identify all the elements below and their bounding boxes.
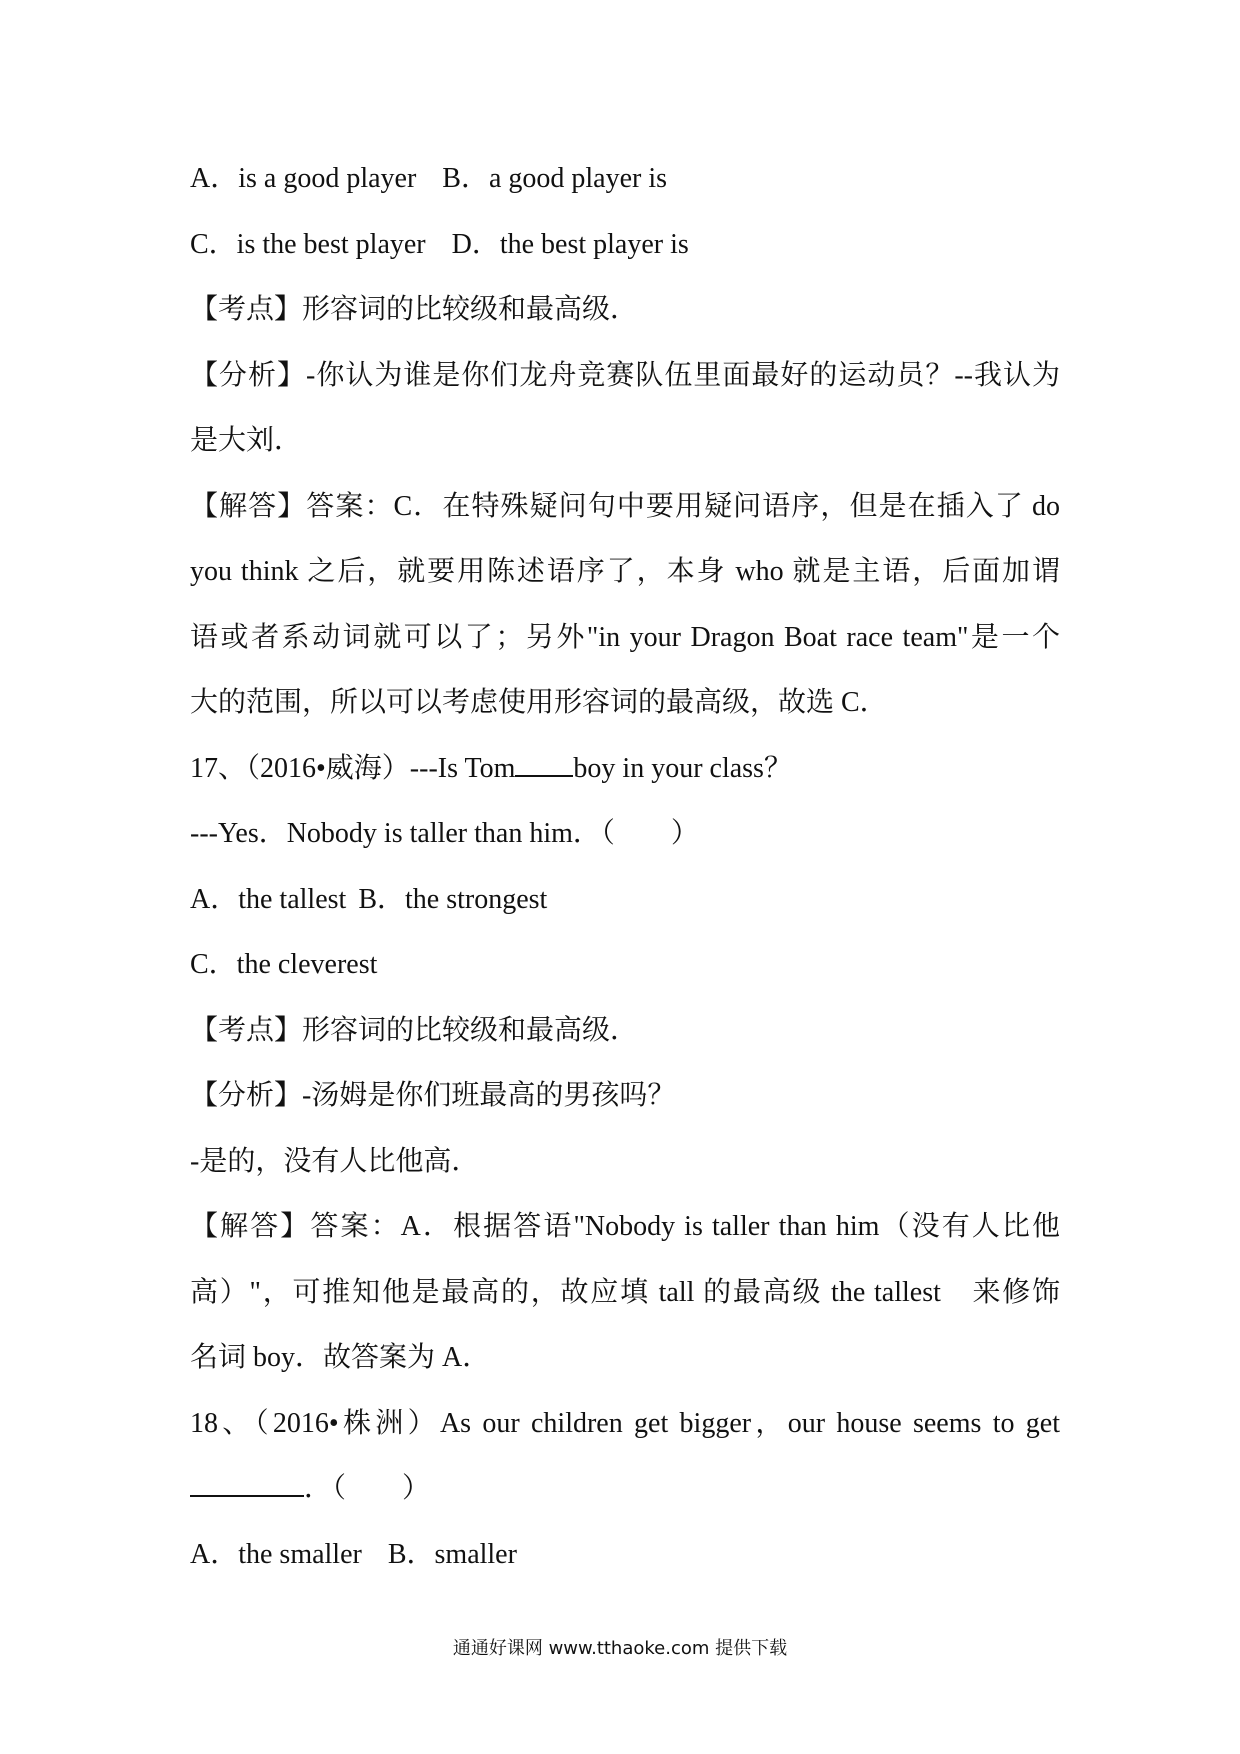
answer-line: 大的范围，所以可以考虑使用形容词的最高级，故选 C． — [190, 687, 888, 718]
answer-line: 【解答】答案：A．根据答语"Nobody is taller than him（没有人比他 — [190, 1211, 1060, 1242]
option-b: B．smaller — [387, 1538, 517, 1570]
page-footer: 通通好课网 www.tthaoke.com 提供下载 — [452, 1638, 788, 1659]
answer-line: you think 之后，就要用陈述语序了，本身 who 就是主语，后面加谓 — [190, 556, 1060, 587]
question-17-reply-line: ---Yes．Nobody is taller than him．（ ） — [190, 818, 699, 849]
question-17-after-blank: boy in your class？ — [573, 752, 792, 784]
option-line — [190, 1536, 1060, 1602]
question-17-before-blank: 17、（2016•威海）---Is Tom — [190, 752, 516, 784]
option-c: C．is the best player — [190, 228, 426, 260]
question-18-blank-line — [190, 1470, 1060, 1536]
question-17-line — [190, 750, 1060, 816]
answer-blank — [190, 1471, 304, 1497]
option-line: C．the cleverest — [190, 949, 378, 980]
option-b: B．a good player is — [442, 163, 668, 194]
option-a: A．is a good player — [190, 163, 417, 194]
kaodian-line: 【考点】形容词的比较级和最高级． — [190, 294, 639, 325]
answer-blank — [515, 751, 573, 777]
question-18-after-blank: ．（ ） — [304, 1473, 431, 1504]
analysis-line: 【分析】-汤姆是你们班最高的男孩吗？ — [190, 1080, 676, 1111]
option-a: A．the smaller — [190, 1538, 362, 1570]
option-line — [190, 226, 1060, 292]
answer-line: 高）"，可推知他是最高的，故应填 tall 的最高级 the tallest 来修饰 — [190, 1276, 1060, 1308]
analysis-line: -是的，没有人比他高． — [190, 1145, 480, 1177]
answer-line: 名词 boy．故答案为 A． — [190, 1342, 491, 1373]
option-b: B．the strongest — [358, 883, 548, 915]
option-d: D．the best player is — [451, 228, 689, 260]
kaodian-line: 【考点】形容词的比较级和最高级． — [190, 1014, 639, 1046]
question-18-line: 18、（2016•株洲）As our children get bigger，our house seems to get — [190, 1407, 1060, 1439]
answer-line: 语或者系动词就可以了；另外"in your Dragon Boat race team"是一个 — [190, 621, 1060, 653]
page-content — [190, 160, 1060, 1601]
analysis-line: 是大刘． — [190, 425, 303, 456]
option-a: A．the tallest — [190, 883, 347, 915]
analysis-line: 【分析】-你认为谁是你们龙舟竞赛队伍里面最好的运动员？--我认为 — [190, 359, 1060, 391]
answer-line: 【解答】答案：C．在特殊疑问句中要用疑问语序，但是在插入了 do — [190, 490, 1060, 522]
option-line — [190, 160, 1060, 226]
option-line — [190, 881, 1060, 947]
